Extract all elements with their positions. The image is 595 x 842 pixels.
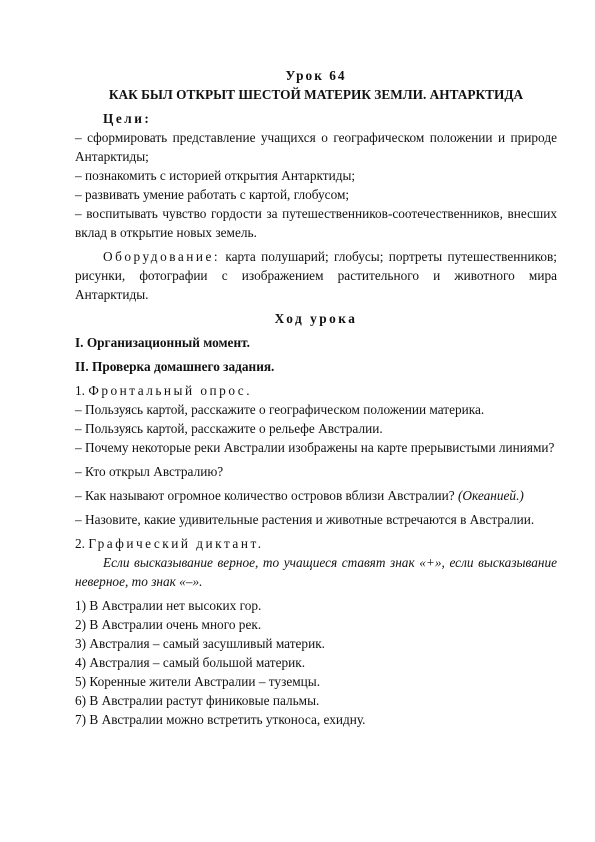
islands-question: – Как называют огромное количество островов вблизи Австралии? xyxy=(75,488,455,503)
goal-item: – познакомить с историей открытия Антарктиды; xyxy=(75,168,356,183)
statement-item: 3) Австралия – самый засушливый материк. xyxy=(75,636,325,651)
goals-label: Цели: xyxy=(103,111,152,126)
frontal-survey-heading xyxy=(75,381,557,400)
goal-item: – развивать умение работать с картой, глобусом; xyxy=(75,187,350,202)
equipment-text: карта полушарий; глобусы; портреты путешественников; рисунки, фотографии с изображением растительного и животного мира Антарктиды. xyxy=(75,249,557,302)
section-organizational: I. Организационный момент. xyxy=(75,335,250,350)
equipment-label: Оборудование: xyxy=(103,249,221,264)
frontal-label: Фронтальный опрос. xyxy=(88,383,253,398)
dictation-label: Графический диктант. xyxy=(88,536,264,551)
goal-item: – воспитывать чувство гордости за путешественников-соотечественников, внесших вклад в открытие новых земель. xyxy=(75,206,557,240)
question-item: – Кто открыл Австралию? xyxy=(75,464,224,479)
statement-item: 1) В Австралии нет высоких гор. xyxy=(75,598,262,613)
frontal-number: 1. xyxy=(75,383,85,398)
islands-answer: (Океанией.) xyxy=(457,488,524,503)
statement-item: 5) Коренные жители Австралии – туземцы. xyxy=(75,674,321,689)
statement-item: 2) В Австралии очень много рек. xyxy=(75,617,262,632)
statement-item: 6) В Австралии растут финиковые пальмы. xyxy=(75,693,320,708)
lesson-document xyxy=(75,66,557,729)
lesson-number: Урок 64 xyxy=(285,68,347,83)
dictation-instruction: Если высказывание верное, то учащиеся ставят знак «+», если высказывание неверное, то знак «–». xyxy=(75,555,557,589)
equipment-paragraph xyxy=(75,247,557,304)
question-item: – Почему некоторые реки Австралии изображены на карте прерывистыми линиями? xyxy=(75,440,555,455)
question-item: – Пользуясь картой, расскажите о географическом положении материка. xyxy=(75,402,485,417)
statement-item: 7) В Австралии можно встретить утконоса, ехидну. xyxy=(75,712,366,727)
section-homework-check: II. Проверка домашнего задания. xyxy=(75,359,275,374)
course-heading: Ход урока xyxy=(274,311,358,326)
dictation-heading xyxy=(75,534,557,553)
question-item: – Пользуясь картой, расскажите о рельефе Австралии. xyxy=(75,421,383,436)
statement-item: 4) Австралия – самый большой материк. xyxy=(75,655,306,670)
lesson-title: КАК БЫЛ ОТКРЫТ ШЕСТОЙ МАТЕРИК ЗЕМЛИ. АНТАРКТИДА xyxy=(108,87,524,102)
question-plants: – Назовите, какие удивительные растения и животные встречаются в Австралии. xyxy=(75,512,535,527)
dictation-number: 2. xyxy=(75,536,85,551)
question-islands xyxy=(75,486,557,505)
goal-item: – сформировать представление учащихся о географическом положении и природе Антарктиды; xyxy=(75,130,557,164)
